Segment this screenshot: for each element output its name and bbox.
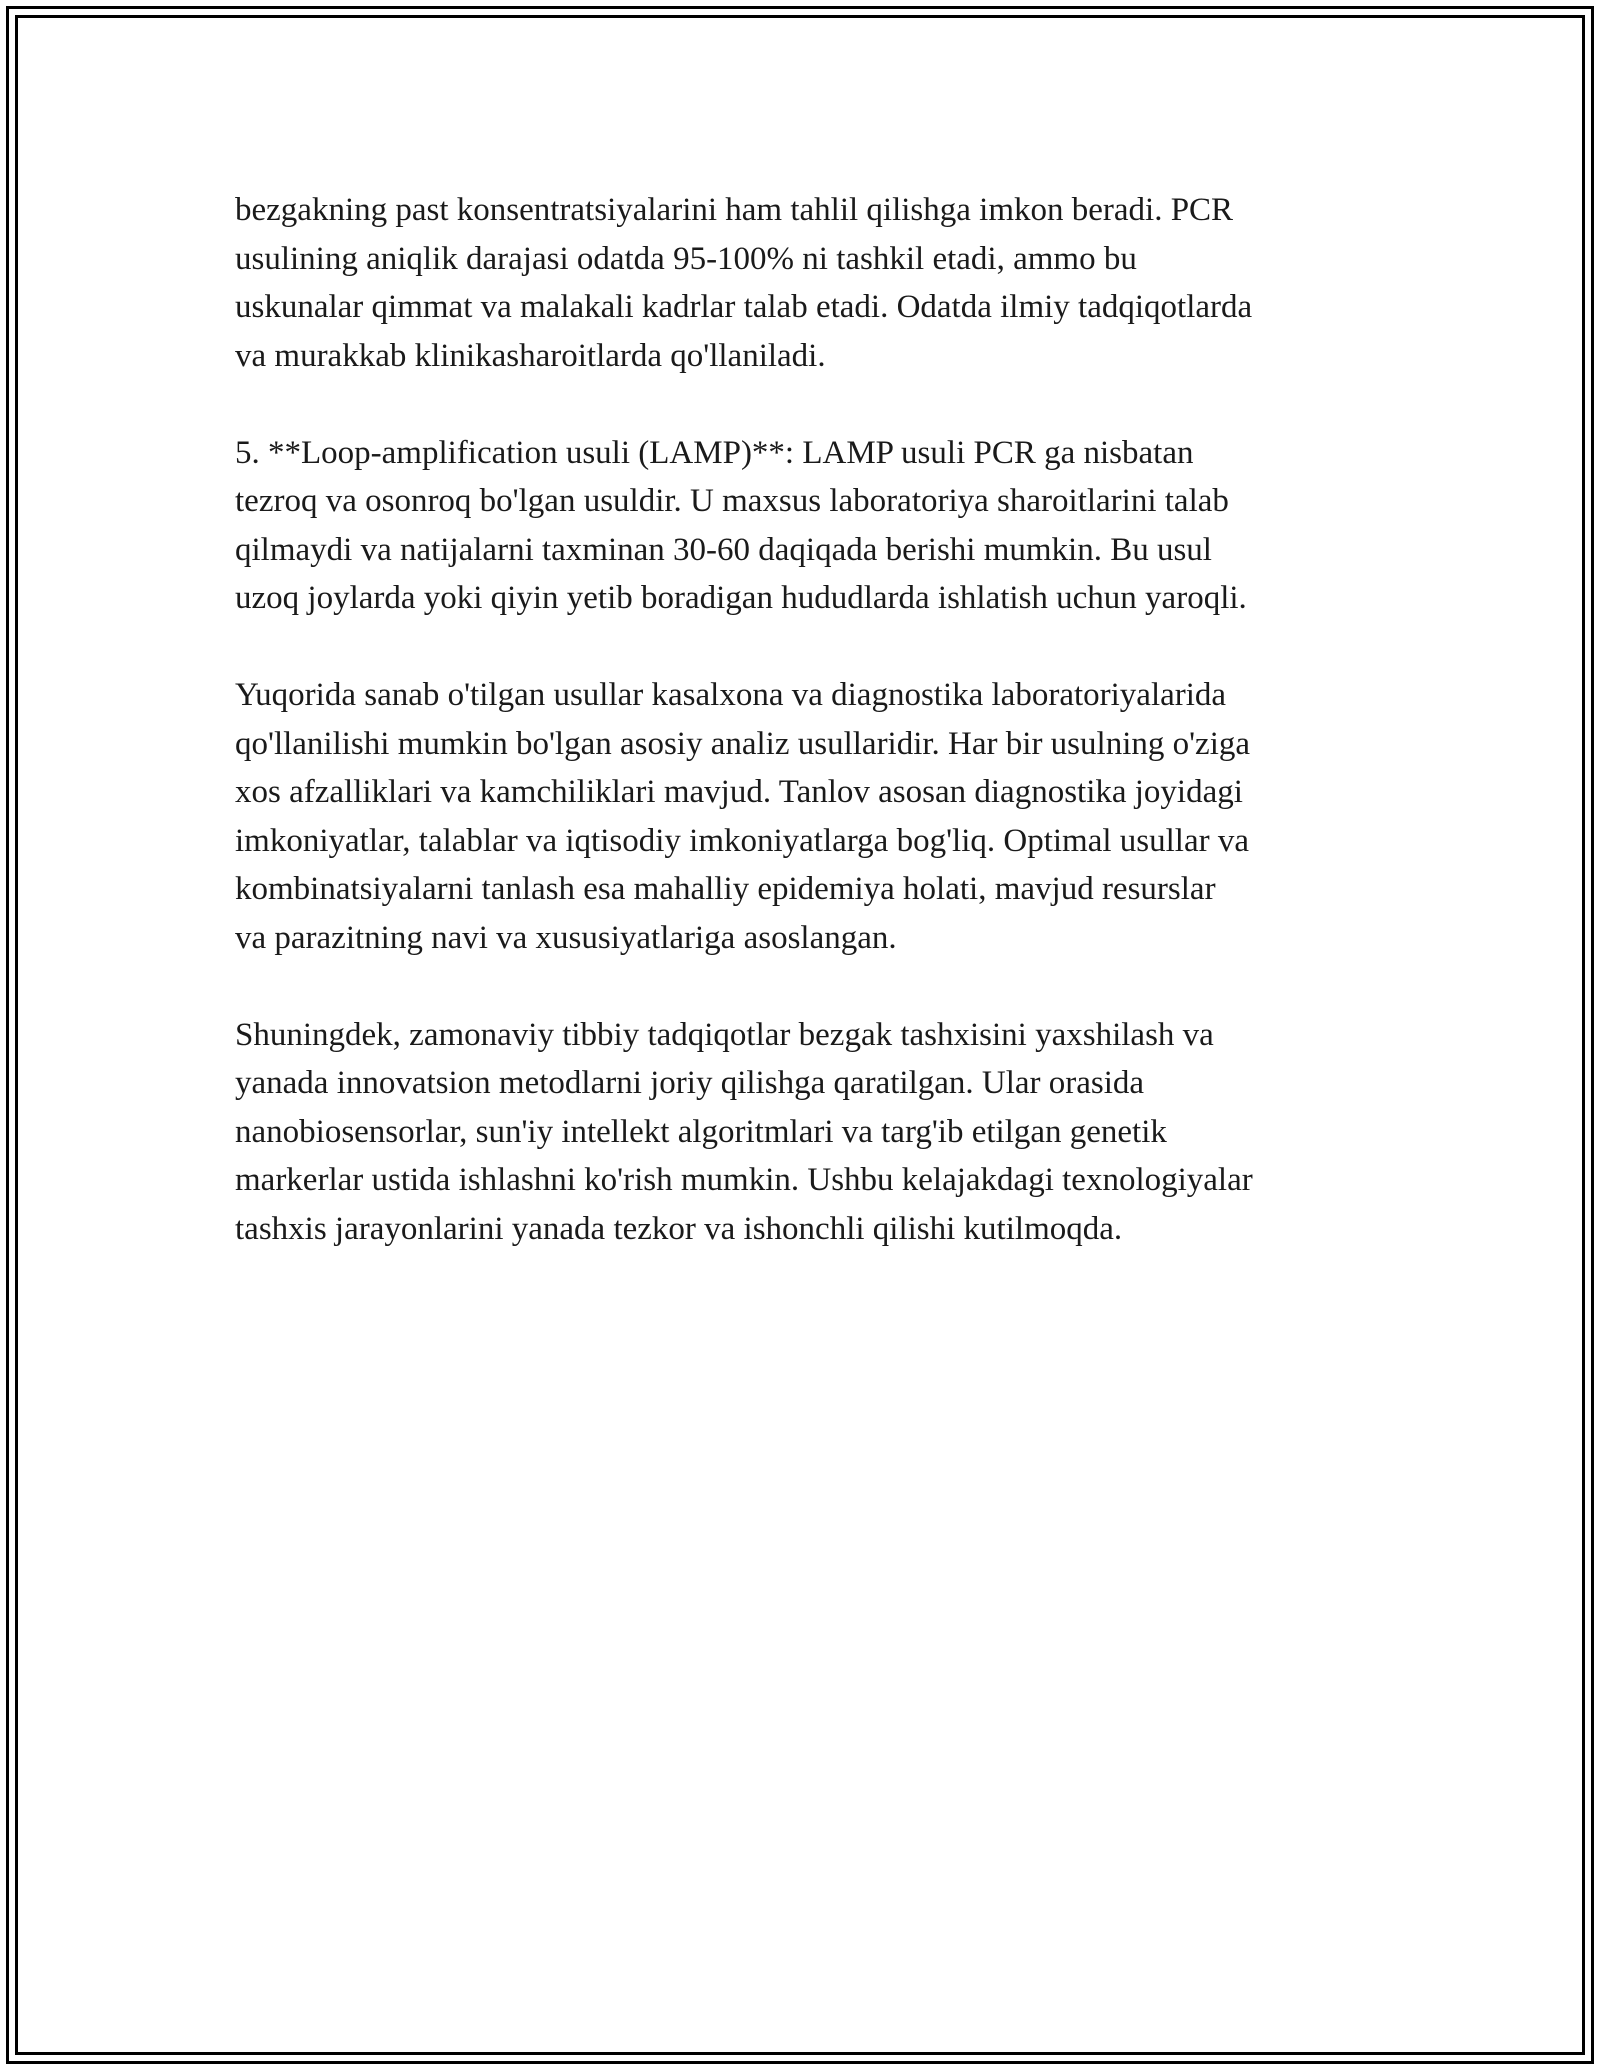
text-line: uskunalar qimmat va malakali kadrlar talab etadi. Odatda ilmiy tadqiqotlarda <box>235 289 1253 325</box>
text-line: bezgakning past konsentratsiyalarini ham tahlil qilishga imkon beradi. PCR <box>235 192 1234 228</box>
text-line: markerlar ustida ishlashni ko'rish mumkin. Ushbu kelajakdagi texnologiyalar <box>235 1162 1253 1198</box>
paragraph-pcr-accuracy <box>235 186 1395 380</box>
text-line: Shuningdek, zamonaviy tibbiy tadqiqotlar bezgak tashxisini yaxshilash va <box>235 1016 1214 1053</box>
paragraph-lamp-method <box>235 429 1395 623</box>
text-line: va parazitning navi va xususiyatlariga asoslangan. <box>235 919 897 956</box>
text-line: uzoq joylarda yoki qiyin yetib boradigan hududlarda ishlatish uchun yaroqli. <box>235 580 1247 616</box>
paragraph-methods-summary <box>235 671 1395 962</box>
paragraph-future-research <box>235 1011 1395 1254</box>
text-line: kombinatsiyalarni tanlash esa mahalliy epidemiya holati, mavjud resurslar <box>235 871 1216 907</box>
text-line: tezroq va osonroq bo'lgan usuldir. U maxsus laboratoriya sharoitlarini talab <box>235 483 1229 519</box>
text-line: Yuqorida sanab o'tilgan usullar kasalxona va diagnostika laboratoriyalarida <box>235 677 1227 713</box>
text-line: nanobiosensorlar, sun'iy intellekt algoritmlari va targ'ib etilgan genetik <box>235 1113 1167 1150</box>
text-line: imkoniyatlar, talablar va iqtisodiy imkoniyatlarga bog'liq. Optimal usullar va <box>235 822 1249 859</box>
text-line: qilmaydi va natijalarni taxminan 30-60 daqiqada berishi mumkin. Bu usul <box>235 531 1212 568</box>
text-line: yanada innovatsion metodlarni joriy qilishga qaratilgan. Ular orasida <box>235 1065 1145 1101</box>
text-line: usulining aniqlik darajasi odatda 95-100% ni tashkil etadi, ammo bu <box>235 240 1137 277</box>
document-body <box>235 186 1395 1302</box>
text-line: tashxis jarayonlarini yanada tezkor va ishonchli qilishi kutilmoqda. <box>235 1210 1123 1247</box>
text-line: 5. **Loop-amplification usuli (LAMP)**: LAMP usuli PCR ga nisbatan <box>235 434 1194 471</box>
text-line: xos afzalliklari va kamchiliklari mavjud. Tanlov asosan diagnostika joyidagi <box>235 774 1243 810</box>
text-line: qo'llanilishi mumkin bo'lgan asosiy analiz usullaridir. Har bir usulning o'ziga <box>235 725 1251 762</box>
text-line: va murakkab klinikasharoitlarda qo'llaniladi. <box>235 337 826 374</box>
